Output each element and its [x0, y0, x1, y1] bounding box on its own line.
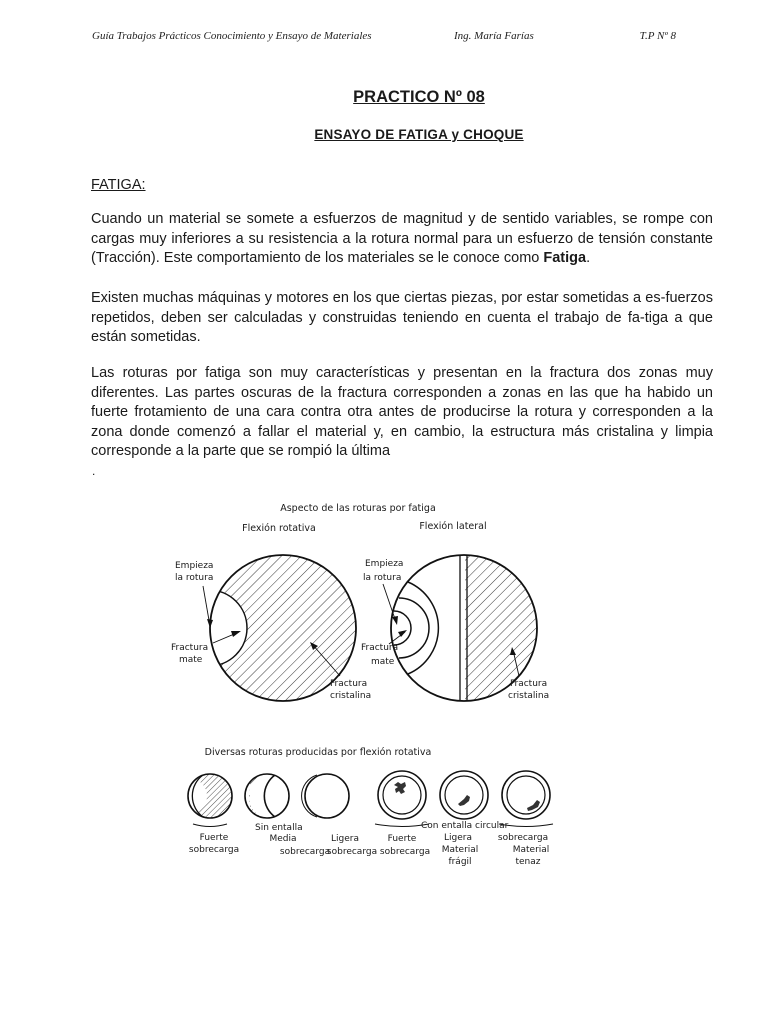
caption-5-line3: frágil	[448, 857, 472, 866]
caption-4-line2: sobrecarga	[379, 847, 431, 857]
header-page-ref: T.P Nº 8	[639, 30, 676, 42]
caption-6-line3: tenaz	[515, 857, 541, 866]
caption-3-line2: sobrecarga	[326, 847, 378, 857]
paragraph-definition-end: .	[586, 250, 591, 266]
page-subtitle: ENSAYO DE FATIGA y CHOQUE	[314, 127, 524, 142]
header-author: Ing. María Farías	[454, 30, 534, 42]
caption-2-line1: Media	[269, 834, 297, 844]
figure-title: Aspecto de las roturas por fatiga	[280, 503, 436, 514]
label-sin-entalla: Sin entalla	[255, 823, 303, 833]
label-con-entalla: Con entalla circular	[421, 821, 509, 831]
label-empieza-right: Empieza	[365, 559, 404, 569]
caption-5-line1: Ligera	[444, 833, 472, 843]
label-fractura-mate-right: Fractura	[361, 643, 399, 653]
small-circle-3	[302, 774, 349, 818]
caption-5-line2: Material	[441, 845, 479, 855]
caption-1-line1: Fuerte	[199, 833, 229, 843]
paragraph-definition-text: Cuando un material se somete a esfuerzos de magnitud y de sentido variables, se rompe con cargas muy inferiores a su resistencia a la rotura normal para un esfuerzo de tensión constante (Tracción). Este comportamiento de los materiales se le conoce como	[91, 211, 713, 266]
label-fractura-cristalina-left: Fractura	[330, 679, 368, 689]
bottom-title: Diversas roturas producidas por flexión rotativa	[204, 747, 432, 758]
heading-flexion-rotativa: Flexión rotativa	[242, 523, 316, 534]
fatigue-figure	[155, 494, 561, 866]
fatigue-figure-svg	[155, 494, 561, 866]
label-mate-left: mate	[179, 655, 203, 665]
section-heading: FATIGA:	[91, 177, 146, 193]
paragraph-fracture: Las roturas por fatiga son muy características y presentan en la fractura dos zonas muy diferentes. Las partes oscuras de la fractura corresponden a zonas en las que ha habido un fuerte frotamiento de una cara contra otra antes de producirse la rotura y corresponden a la zona donde comenzó a fallar el material y, en cambio, la estructura más cristalina y limpia corresponde a la parte que se rompió la última	[91, 365, 713, 459]
label-cristalina-right: cristalina	[508, 691, 550, 701]
page-header	[92, 30, 676, 46]
caption-2-line2: sobrecarga	[279, 847, 331, 857]
paragraph-definition	[91, 210, 713, 269]
header-course-title: Guía Trabajos Prácticos Conocimiento y Ensayo de Materiales	[92, 30, 372, 42]
caption-6-line1: sobrecarga	[497, 833, 549, 843]
small-circle-1	[171, 772, 235, 822]
small-circle-2	[245, 772, 297, 822]
caption-4-line1: Fuerte	[387, 834, 417, 844]
label-la-rotura-right: la rotura	[363, 573, 402, 583]
label-mate-right: mate	[371, 657, 395, 667]
label-la-rotura-left: la rotura	[175, 573, 214, 583]
caption-1-line2: sobrecarga	[188, 845, 240, 855]
paragraph-definition-bold: Fatiga	[543, 250, 587, 266]
label-fractura-mate-left: Fractura	[171, 643, 209, 653]
small-circle-6	[502, 771, 550, 819]
trailing-dot: .	[92, 464, 96, 478]
label-empieza-left: Empieza	[175, 561, 214, 571]
caption-6-line2: Material	[512, 845, 550, 855]
caption-3-line1: Ligera	[331, 834, 359, 844]
small-circle-4	[378, 771, 426, 819]
heading-flexion-lateral: Flexión lateral	[419, 521, 487, 532]
label-cristalina-left: cristalina	[330, 691, 372, 701]
paragraph-machines: Existen muchas máquinas y motores en los que ciertas piezas, por estar sometidas a es-fuerzos repetidos, deben ser calculadas y construidas teniendo en cuenta el trabajo de fa-tiga a que están sometidas.	[91, 290, 713, 345]
page-title: PRACTICO Nº 08	[353, 88, 485, 106]
small-circle-5	[440, 771, 488, 819]
label-fractura-cristalina-right: Fractura	[510, 679, 548, 689]
